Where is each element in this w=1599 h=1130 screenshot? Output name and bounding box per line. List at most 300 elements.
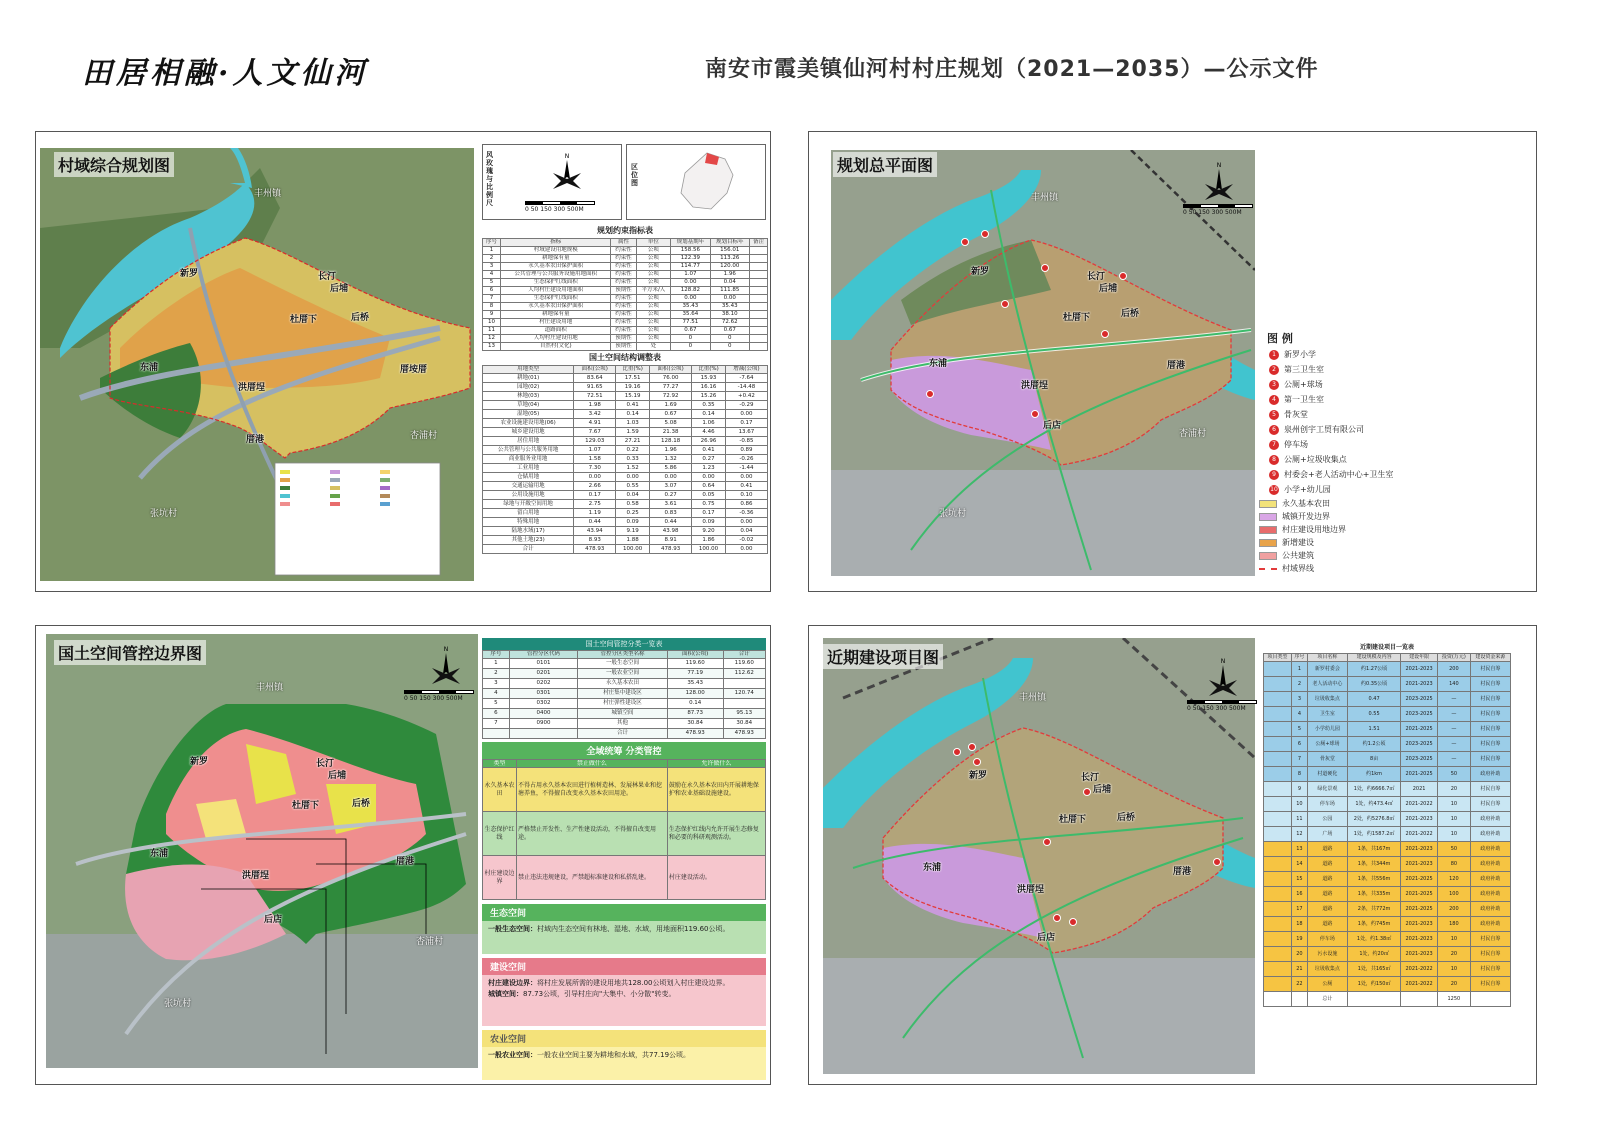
table-cell [1264,962,1292,977]
project-pin[interactable] [981,230,989,238]
table-cell: 平方米/人 [636,287,671,295]
table-cell: 村民自筹 [1470,962,1510,977]
table-cell: 约1.2公顷 [1348,737,1401,752]
table-row [483,545,768,554]
table-cell: 38.10 [710,311,749,319]
table-cell: 垃圾收集点 [1307,962,1347,977]
structure-table [482,365,768,554]
place-label: 东浦 [923,863,942,873]
table-cell [723,679,765,689]
table-cell: 2021-2022 [1401,827,1438,842]
table-cell: 4.91 [574,419,616,428]
table-row [483,856,766,900]
table-cell: 17.51 [616,374,650,383]
table-cell: 0.00 [616,473,650,482]
table-header-cell: 比重(%) [692,366,726,374]
table-cell: 2023-2025 [1401,752,1438,767]
table-cell: 林地(03) [483,392,574,401]
table-cell: 约束性 [611,279,636,287]
build-space-bold1: 村庄建设边界： [488,979,537,987]
place-label: 后桥 [1117,813,1136,823]
table-cell: 合计 [578,729,668,739]
table-cell: -0.26 [725,455,767,464]
place-label: 张坑村 [164,999,192,1009]
table-cell: 0.00 [671,295,710,303]
table-cell [1401,992,1438,1007]
location-box [626,144,766,220]
table-header-row [483,651,766,659]
table-header-cell: 指标 [501,239,611,247]
table-cell: 156.01 [710,247,749,255]
table-cell: 0.55 [616,482,650,491]
legend-item [1269,482,1393,497]
table-cell: 1.23 [692,464,726,473]
table-cell: 1.07 [671,271,710,279]
legend-swatch-icon [1259,552,1277,560]
legend-item [1269,347,1393,362]
table-cell: 76.00 [650,374,692,383]
table-row [483,812,766,856]
table-cell [1264,932,1292,947]
table-cell: 35.43 [710,303,749,311]
table-cell: 0.41 [725,482,767,491]
table-cell: 约1km [1348,767,1401,782]
table-cell: 0.27 [692,455,726,464]
project-pin[interactable] [1031,410,1039,418]
table-cell: 农业设施建设用地(06) [483,419,574,428]
legend-item [1269,467,1393,482]
table-cell: 道路 [1307,872,1347,887]
project-pin[interactable] [1119,272,1127,280]
slogan-title: 田居相融·人文仙河 [82,56,369,91]
table-cell: 1.96 [710,271,749,279]
table-cell: 21 [1292,962,1308,977]
table-cell: 180 [1438,917,1471,932]
table-cell: 0.00 [710,295,749,303]
table-cell: 1 [1292,662,1308,677]
table-cell: 3 [483,263,501,271]
table-cell: 13 [1292,842,1308,857]
table-header-row [483,366,768,374]
table-cell [1264,977,1292,992]
table-cell: 0.00 [725,545,767,554]
table-cell: 2021-2025 [1401,722,1438,737]
table-cell: 10 [483,319,501,327]
table-cell: 10 [1438,827,1471,842]
scale-bar [404,690,474,702]
table-row [1264,737,1511,752]
legend-label: 新增建设 [1282,538,1314,547]
table-row [483,455,768,464]
legend-swatch-icon [1259,568,1277,570]
table-cell: 14 [1292,857,1308,872]
table-cell: 1.69 [650,401,692,410]
legend-points [1269,347,1393,497]
table-cell: 77.19 [667,669,723,679]
table-cell: 1.52 [616,464,650,473]
project-pin[interactable] [953,748,961,756]
table-row [483,287,768,295]
table-cell [749,279,767,287]
table-cell: 478.93 [723,729,765,739]
table-cell: 0.44 [574,518,616,527]
project-pin[interactable] [1043,838,1051,846]
table-cell: 27.21 [616,437,650,446]
table-cell: 43.98 [650,527,692,536]
table-cell: 湿地(05) [483,410,574,419]
table-row [1264,902,1511,917]
project-pin[interactable] [1069,918,1077,926]
map-village-planning [40,148,474,581]
build-space-title: 建设空间 [482,958,766,975]
table-cell: 停车场 [1307,932,1347,947]
table-cell: 8 [1292,767,1308,782]
table-cell: 7.30 [574,464,616,473]
table-cell: 0101 [509,659,578,669]
table-cell: 1 [483,659,510,669]
table-cell: 生态保护红线面积 [501,279,611,287]
legend-label: 村庄建设用地边界 [1282,525,1346,534]
table-row [483,491,768,500]
table-cell: 公顷 [636,279,671,287]
project-table-caption: 近期建设项目一览表 [1359,644,1414,651]
svg-text:N: N [1220,658,1226,665]
table-row [1264,917,1511,932]
project-pin[interactable] [1213,858,1221,866]
table-cell: 村民自筹 [1470,977,1510,992]
legend-label: 泉州创宇工贸有限公司 [1284,425,1364,434]
place-label: 杜厝下 [1063,313,1091,323]
project-pin[interactable] [1083,788,1091,796]
project-pin[interactable] [1041,264,1049,272]
table-cell: 政府补助 [1470,872,1510,887]
table-cell: 生态保护红线 [483,812,517,856]
project-pin[interactable] [961,238,969,246]
table-cell: 119.60 [667,659,723,669]
table-cell: 0.83 [650,509,692,518]
table-header-cell: 投资(万元) [1438,654,1471,662]
scale-text: 0 50 150 300 500M [404,695,463,702]
table-header-cell: 面积(公顷) [667,651,723,659]
table-cell: 5 [1292,722,1308,737]
agri-space-title: 农业空间 [482,1030,766,1047]
table-row [1264,872,1511,887]
control-table-block [482,638,766,739]
indicator-table-block [482,223,768,351]
table-cell: 6 [483,287,501,295]
table-cell: 26.96 [692,437,726,446]
table-cell: 0.09 [692,518,726,527]
table-cell: 100.00 [692,545,726,554]
table-cell [1348,992,1401,1007]
table-cell [1264,872,1292,887]
table-cell: 政府补助 [1470,842,1510,857]
table-cell: 1处，约473.4㎡ [1348,797,1401,812]
table-cell [749,311,767,319]
table-cell: 2021-2022 [1401,797,1438,812]
legend-item [1269,452,1393,467]
table-cell: 77.27 [650,383,692,392]
table-cell: — [1438,692,1471,707]
table-cell: 100 [1438,887,1471,902]
table-cell: 10 [1438,962,1471,977]
table-cell: 7 [1292,752,1308,767]
table-row [483,659,766,669]
table-cell: 8.91 [650,536,692,545]
table-cell: 0.00 [671,279,710,287]
place-label: 新罗 [190,757,209,767]
project-pin[interactable] [973,758,981,766]
table-header-cell: 序号 [1292,654,1308,662]
table-cell: 2021-2023 [1401,677,1438,692]
table-cell [1264,842,1292,857]
north-scale-label: 风玫瑰与比例尺 [486,151,493,207]
table-cell: 0.22 [616,446,650,455]
table-header-cell: 用地类型 [483,366,574,374]
table-cell: 7 [483,295,501,303]
table-cell: 87.73 [667,709,723,719]
table-cell: 0.00 [725,410,767,419]
project-pin[interactable] [968,743,976,751]
table-header-cell: 类型 [483,760,517,768]
legend-item [1259,536,1346,549]
table-cell: 478.93 [650,545,692,554]
table-cell: 35.64 [671,311,710,319]
table-cell: 公顷 [636,311,671,319]
table-cell: 2023-2025 [1401,737,1438,752]
table-cell: 4 [483,689,510,699]
legend-areas [1259,497,1346,575]
table-cell: 0.17 [725,419,767,428]
table-header-cell: 管控分区类型名称 [578,651,668,659]
table-cell: 114.77 [671,263,710,271]
place-label: 洪厝埕 [242,871,270,881]
table-cell: 永久基本农田 [578,679,668,689]
table-cell [1264,767,1292,782]
table-cell: 1 [483,247,501,255]
table-cell: 0.25 [616,509,650,518]
place-label: 后桥 [351,313,370,323]
table-cell: 2 [483,669,510,679]
table-cell: 2021-2022 [1401,962,1438,977]
table-header-cell: 规划基期年 [671,239,710,247]
location-label: 区位图 [631,163,638,187]
svg-text:N: N [1216,162,1222,169]
table-cell [749,319,767,327]
agri-space-block [482,1030,766,1080]
table-cell: 2条，共772m [1348,902,1401,917]
table-cell: 2021-2025 [1401,887,1438,902]
table-cell [1264,917,1292,932]
legend-item [1269,377,1393,392]
table-cell: 128.82 [671,287,710,295]
table-row [483,383,768,392]
table-cell: 77.51 [671,319,710,327]
place-label: 杜厝下 [1059,815,1087,825]
table-cell: 2021 [1401,782,1438,797]
table-cell: 5.08 [650,419,692,428]
legend-item [1269,407,1393,422]
table-cell: 0301 [509,689,578,699]
legend-item [1259,497,1346,510]
table-cell: -7.64 [725,374,767,383]
table-cell: -0.85 [725,437,767,446]
table-cell: 0.89 [725,446,767,455]
table-cell: 鼓励在永久基本农田内开展耕地保护和农业基础设施建设。 [667,768,765,812]
table-row [483,699,766,709]
table-cell: 0.05 [692,491,726,500]
table-row [483,446,768,455]
table-cell: 永久基本农田保护面积 [501,303,611,311]
table-cell [749,335,767,343]
table-cell: 0 [710,335,749,343]
table-cell: 91.65 [574,383,616,392]
table-cell: 0.09 [616,518,650,527]
table-row [1264,977,1511,992]
project-pin[interactable] [926,390,934,398]
table-row [1264,947,1511,962]
legend-label: 村域界线 [1282,564,1314,573]
table-cell: 公顷 [636,271,671,279]
project-pin[interactable] [1001,300,1009,308]
table-cell: 3 [483,679,510,689]
table-row [483,689,766,699]
table-header-cell: 合计 [723,651,765,659]
table-cell: 2021-2025 [1401,872,1438,887]
table-cell: 2021-2023 [1401,812,1438,827]
table-cell: 13.67 [725,428,767,437]
table-header-row [483,239,768,247]
zone-control-caption: 全域统筹 分类管控 [482,742,766,759]
table-cell: 道路 [1307,842,1347,857]
legend-item [1259,549,1346,562]
table-cell: 18 [1292,917,1308,932]
place-label: 后埔 [330,284,349,294]
table-cell: 3.07 [650,482,692,491]
place-label: 东浦 [150,849,169,859]
table-cell: 17 [1292,902,1308,917]
table-cell: 草地(04) [483,401,574,410]
table-cell: 9 [1292,782,1308,797]
table-cell: 公厕 [1307,977,1347,992]
table-cell: 1.58 [574,455,616,464]
table-cell: 预期性 [611,343,636,351]
legend-swatch-icon [1259,513,1277,521]
table-row [483,263,768,271]
table-cell: 道路 [1307,887,1347,902]
table-cell: 10 [1438,932,1471,947]
table-cell: 公顷 [636,303,671,311]
table-cell: 耕地保有量 [501,311,611,319]
table-cell: 0.67 [710,327,749,335]
table-cell: 政府补助 [1470,857,1510,872]
table-cell: 2021-2023 [1401,932,1438,947]
table-cell: 111.85 [710,287,749,295]
table-row [1264,722,1511,737]
table-cell: 16 [1292,887,1308,902]
table-cell: 村民自筹 [1470,947,1510,962]
table-cell [1264,902,1292,917]
table-cell: -0.29 [725,401,767,410]
table-cell: 43.94 [574,527,616,536]
table-cell: 13 [483,343,501,351]
table-cell: 政府补助 [1470,827,1510,842]
table-cell [1264,782,1292,797]
table-row [483,527,768,536]
table-cell: 0 [671,335,710,343]
indicator-table-caption: 规划约束指标表 [597,226,653,235]
table-cell: 0.41 [616,401,650,410]
table-cell: 20 [1438,782,1471,797]
project-pin[interactable] [1053,914,1061,922]
place-label: 后埔 [328,771,347,781]
table-row [1264,797,1511,812]
table-cell: 2021-2023 [1401,842,1438,857]
place-label: 厝港 [1167,361,1186,371]
table-cell: 50 [1438,767,1471,782]
table-cell: 村民自筹 [1470,932,1510,947]
scale-bar [1183,204,1253,216]
table-cell: 0.04 [725,527,767,536]
table-cell: 合计 [483,545,574,554]
table-cell: 0202 [509,679,578,689]
project-pin[interactable] [1101,330,1109,338]
table-cell: 4 [1292,707,1308,722]
table-row [483,482,768,491]
eco-space-desc: 村域内生态空间有林地、湿地、水域，用地面积119.60公顷。 [537,925,730,933]
legend-swatch-icon [1259,500,1277,508]
table-row [483,303,768,311]
table-cell: 总计 [1307,992,1347,1007]
table-row [1264,767,1511,782]
table-cell: 10 [1438,812,1471,827]
table-cell: 15 [1292,872,1308,887]
table-cell: 生态保护红线内允许开展生态修复和必要的科研观测活动。 [667,812,765,856]
table-cell: 15.19 [616,392,650,401]
table-cell: 1处，约1.38㎡ [1348,932,1401,947]
table-cell: 2023-2025 [1401,707,1438,722]
table-cell: 居住用地 [483,437,574,446]
table-cell: 政府补助 [1470,767,1510,782]
table-cell: 政府补助 [1470,812,1510,827]
place-label: 厝港 [396,857,415,867]
legend-item [1259,523,1346,536]
table-cell: 1处，约6666.7㎡ [1348,782,1401,797]
table-header-cell: 建设规模及内容 [1348,654,1401,662]
table-cell: 3.42 [574,410,616,419]
agri-space-desc: 一般农业空间主要为耕地和水域，共77.19公顷。 [537,1051,691,1059]
table-cell: 停车场 [1307,797,1347,812]
table-cell: 0.41 [692,446,726,455]
table-cell: -0.02 [725,536,767,545]
table-row [483,669,766,679]
table-row [483,327,768,335]
document-title: 南安市霞美镇仙河村村庄规划（2021—2035）—公示文件 [705,57,1319,82]
table-row [483,392,768,401]
table-cell: 5.86 [650,464,692,473]
table-cell [749,271,767,279]
scale-bar [1187,700,1257,712]
place-label: 新罗 [180,269,199,279]
table-cell: 0.35 [692,401,726,410]
legend-marker-icon: 1 [1269,350,1279,360]
table-cell [483,729,510,739]
table-cell: 村民自筹 [1470,752,1510,767]
table-cell: 城乡建设用地 [483,428,574,437]
table-header-cell: 管控分区代码 [509,651,578,659]
table-cell [749,303,767,311]
table-cell: 约束性 [611,295,636,303]
